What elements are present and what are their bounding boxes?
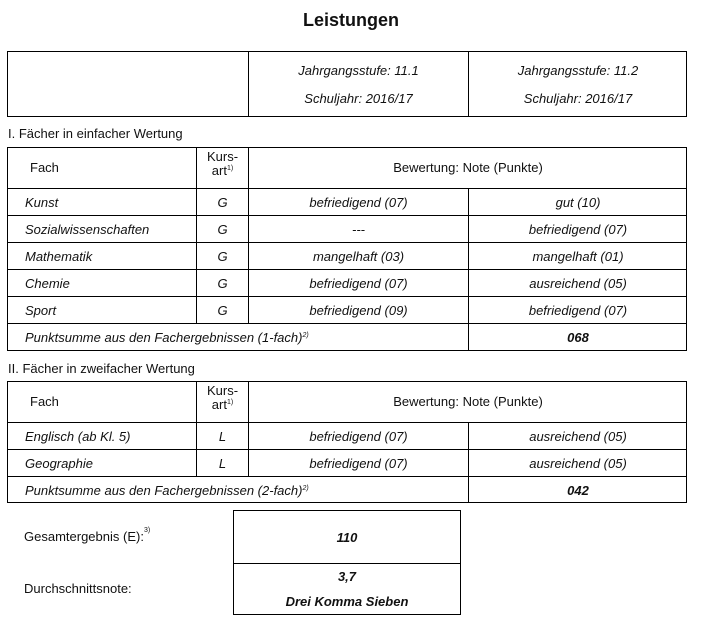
- section2-head-fach: Fach: [30, 394, 59, 409]
- durchschnitt-words: Drei Komma Sieben: [285, 593, 409, 609]
- section1-title: I. Fächer in einfacher Wertung: [8, 126, 183, 141]
- section2-title: II. Fächer in zweifacher Wertung: [8, 361, 195, 376]
- section1-sum-value: 068: [567, 330, 589, 345]
- section1-head-fach: Fach: [30, 160, 59, 175]
- header-stufe-1: Jahrgangsstufe: 11.1: [298, 62, 419, 78]
- gesamt-label: Gesamtergebnis (E):$^{3)}$: [24, 527, 151, 544]
- section1-head-bewertung: Bewertung: Note (Punkte): [393, 160, 543, 175]
- section2-sum-label: Punktsumme aus den Fachergebnissen (2-fach) $^{2)}$: [25, 482, 309, 498]
- gesamt-value: 110: [336, 529, 358, 545]
- section2-head-bewertung: Bewertung: Note (Punkte): [393, 394, 543, 409]
- section1-head-kursart: Kurs- art$^{1)}$: [206, 149, 239, 178]
- section2-sum-value: 042: [567, 482, 589, 498]
- header-jahr-1: Schuljahr: 2016/17: [304, 90, 413, 106]
- header-jahr-2: Schuljahr: 2016/17: [523, 90, 633, 106]
- section1-sum-label: Punktsumme aus den Fachergebnissen (1-fach) $^{2)}$: [25, 330, 309, 345]
- durchschnitt-value: 3,7: [337, 568, 357, 584]
- header-stufe-2: Jahrgangsstufe: 11.2: [517, 62, 639, 78]
- durchschnitt-label: Durchschnittsnote:: [24, 581, 132, 596]
- page-title: Leistungen: [302, 10, 399, 30]
- section2-head-kursart: Kurs- art$^{1)}$: [206, 383, 239, 412]
